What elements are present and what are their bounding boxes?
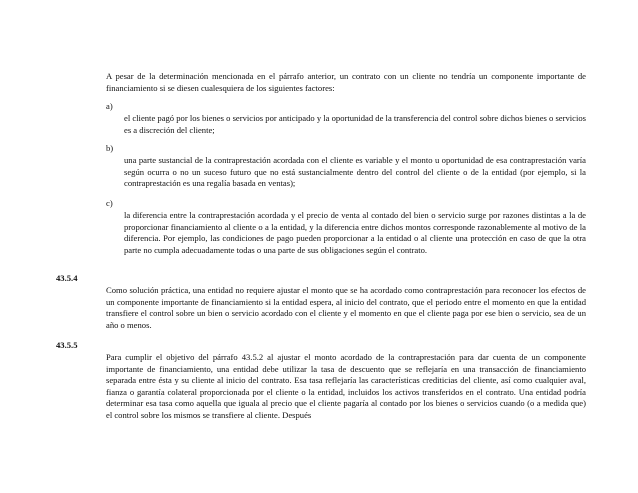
section-text-43-5-5: Para cumplir el objetivo del párrafo 43.5.2 al ajustar el monto acordado de la contraprestación para dar cuenta de un componente importante de financiamiento, una entidad debe utilizar la tasa de descuento que se reflejaría en una transacción de financiamiento separada entre ésta y su cliente al inicio del contrato. Esa tasa reflejaría las características crediticias del cliente, así como cualquier aval, fianza o garantía colateral proporcionada por el cliente o la entidad, incluidos los activos transferidos en el contrato. Una entidad podría determinar esa tasa como aquella que iguala al precio que el cliente pagaría al contado por los bienes o servicios cuando (o a medida que) el control sobre los mismos se transfiere al cliente. Después [106, 352, 586, 420]
item-text-a: el cliente pagó por los bienes o servicios por anticipado y la oportunidad de la transferencia del control sobre dichos bienes o servicios es a discreción del cliente; [124, 113, 587, 135]
item-text-b: una parte sustancial de la contraprestación acordada con el cliente es variable y el monto u oportunidad de esa contraprestación varía según ocurra o no un suceso futuro que no está sustancialmente dentro del control del cliente o de la entidad (por ejemplo, si la contraprestación es una regalía basada en ventas); [124, 155, 586, 189]
section-number-43-5-5: 43.5.5 [56, 340, 78, 350]
section-text-43-5-4: Como solución práctica, una entidad no requiere ajustar el monto que se ha acordado como contraprestación para reconocer los efectos de un componente importante de financiamiento si la entidad espera, al inicio del contrato, que el periodo entre el momento en que la entidad transfiere el control sobre un bien o servicio acordado con el cliente y el momento en que el cliente paga por ese bien o servicio, sea de un año o menos. [106, 285, 586, 330]
section-number-43-5-4: 43.5.4 [56, 273, 78, 283]
item-text-c: la diferencia entre la contraprestación acordada y el precio de venta al contado del bien o servicio surge por razones distintas a la de proporcionar financiamiento al cliente o a la entidad, y la diferencia entre dichos montos corresponde razonablemente al motivo de la diferencia. Por ejemplo, las condiciones de pago pueden proporcionar a la entidad o al cliente una protección en caso de que la otra parte no cumpla adecuadamente todas o una parte de sus obligaciones según el contrato. [124, 210, 586, 255]
item-label-b: b) [106, 143, 114, 153]
item-label-c: c) [106, 198, 113, 208]
item-label-a: a) [106, 101, 113, 111]
intro-paragraph: A pesar de la determinación mencionada en el párrafo anterior, un contrato con un cliente no tendría un componente importante de financiamiento si se diesen cualesquiera de los siguientes factores: [106, 71, 586, 93]
